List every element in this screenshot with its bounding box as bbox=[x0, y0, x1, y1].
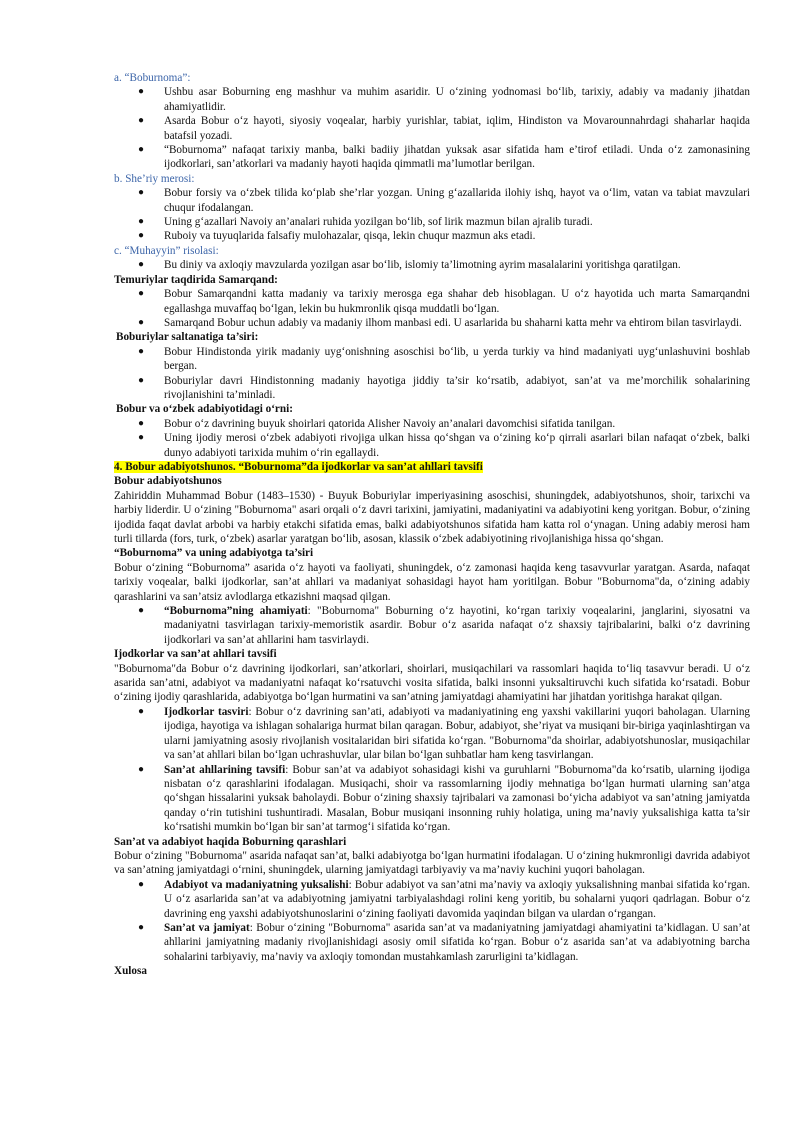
list-item: ● Ruboiy va tuyuqlarida falsafiy mulohazalar, qisqa, lekin chuqur mazmun aks etadi. bbox=[138, 230, 536, 243]
bullet-icon: ● bbox=[138, 288, 145, 300]
list-item: ● San’at va jamiyat: Bobur o‘zining "Boburnoma" asarida san’at va madaniyatning jamiyatdagi ahamiyatini ta’kidlagan. U san’at ahllarini jamiyatning madaniy rivojlanishidagi asosiy omil sifatida ko‘rgan. Bobur o‘z asarida san’at va adabiyotning barcha sohalarini tarbiyaviy, ma’naviy va axloqiy tomondan mustahkamlash zarurligini ta’kidlagan. bbox=[138, 921, 750, 963]
bullet-icon: ● bbox=[138, 374, 145, 386]
bullet-icon: ● bbox=[138, 921, 145, 933]
subheading-sheriy-merosi: b. She’riy merosi: bbox=[114, 172, 195, 185]
list-item: ● Ijodkorlar tasviri: Bobur o‘z davrining san’ati, adabiyoti va madaniyatining eng yaxshi vakillarini yuqori baholagan. Ularning ijodiga, hayotiga va ishlagan sohalariga hurmat bilan qaragan. Bobur, adabiyot, she’riyat va musiqani bir-biriga yaqinlashtirgan va ularni jamiyatning asosiy rivojlanish vositalaridan biri sifatida ko‘rgan. "Boburnoma"da shoirlar, adabiyotshunoslar, musiqachilar va san’at ahllari bilan bo‘lgan uchrashuvlar, ular bilan bo‘lgan suhbatlar ham keng tasvirlangan. bbox=[138, 705, 751, 762]
paragraph-boburnoma-tasiri: Bobur o‘zining “Boburnoma” asarida o‘z hayoti va faoliyati, shuningdek, o‘z zamonasi haqida keng tasavvurlar yaratgan. Asarda, nafaqat tarixiy voqealar, balki ijodkorlar, san’at ahllari va madaniyat sohasidagi hayot ham yoritilgan. Bobur "Boburnoma"da, o‘zining adabiy qarashlarini va san’atsiz avlodlarga etkazishni maqsad qilgan. bbox=[114, 561, 750, 603]
list-item: ● Bobur o‘z davrining buyuk shoirlari qatorida Alisher Navoiy an’analari davomchisi sifatida tanilgan. bbox=[138, 417, 616, 430]
heading-sanat-qarashlari: San’at va adabiyot haqida Boburning qarashlari bbox=[114, 835, 347, 848]
bullet-icon: ● bbox=[138, 144, 145, 156]
list-item: ● Bu diniy va axloqiy mavzularda yozilgan asar bo‘lib, islomiy ta’limotning ayrim masalalarini yoritishga qaratilgan. bbox=[138, 259, 681, 272]
bullet-icon: ● bbox=[138, 605, 145, 617]
list-item: ● Boburiylar davri Hindistonning madaniy hayotiga jiddiy ta’sir ko‘rsatib, adabiyot, san’at va me’morchilik sohalarining rivojlanishini ta’minladi. bbox=[138, 374, 750, 401]
heading-samarqand: Temuriylar taqdirida Samarqand: bbox=[114, 273, 278, 286]
bullet-icon: ● bbox=[138, 316, 145, 328]
bullet-list-muhayyin bbox=[114, 258, 750, 272]
bullet-list-sanat bbox=[114, 878, 750, 964]
bullet-icon: ● bbox=[138, 763, 145, 775]
bullet-list-saltanat bbox=[114, 345, 750, 403]
list-item: ● San’at ahllarining tavsifi: Bobur san’at va adabiyot sohasidagi kishi va guruhlarni "Boburnoma"da ko‘rsatib, ularning ijodiga nisbatan o‘z qarashlarini ifodalagan. Musiqachi, shoir va rassomlarning ijodiy mehnatiga bo‘lgan hurmati ularning san’atga qo‘shgan hissalarini yuksak baholaydi. Bobur o‘zining shaxsiy tajribalari va zamonasi bo‘yicha adabiyot va san’atning jamiyatda qanday o‘rin tutishini tushuntiradi. Masalan, Bobur musiqani insonning ruhiy holatiga, uning ma’naviy yuksalishiga katta ta’sir ko‘rsatishi mumkin bo‘lgan bir san’at tarmog‘i sifatida ko‘rgan. bbox=[138, 763, 750, 834]
paragraph-ijodkorlar: "Boburnoma"da Bobur o‘z davrining ijodkorlari, san’atkorlari, shoirlari, musiqachilari va rassomlari haqida to‘liq tasavvur beradi. U o‘z asarida san’atni, adabiyot va madaniyatni nafaqat ko‘rsatuvchi vosita sifatida, balki insonni yuksaltiruvchi kuch sifatida ko‘rsatadi. Bobur o‘zining ijodiy qarashlarida, adabiyotga bo‘lgan hurmatini va san’atning jamiyatdagi ahamiyatini har jihatdan yoritishga harakat qilgan. bbox=[114, 662, 750, 704]
list-item: ● Samarqand Bobur uchun adabiy va madaniy ilhom manbasi edi. U asarlarida bu shaharni katta mehr va ehtirom bilan tasvirlaydi. bbox=[138, 316, 742, 329]
document-page bbox=[114, 71, 750, 979]
bullet-icon: ● bbox=[138, 259, 145, 271]
paragraph-sanat-qarashlari: Bobur o‘zining "Boburnoma" asarida nafaqat san’at, balki adabiyotga bo‘lgan hurmatini ifodalagan. U o‘zining hukmronligi davrida adabiyot va san’atning jamiyatdagi o‘rnini, shuningdek, ularning jamiyatdagi tarbiyaviy va ma’naviy kuchini yuqori baholagan. bbox=[114, 849, 750, 877]
list-item: ● Uning ijodiy merosi o‘zbek adabiyoti rivojiga ulkan hissa qo‘shgan va o‘zining ko‘p qirrali asarlari bilan nafaqat o‘zbek, balki dunyo adabiyoti tarixida muhim o‘rin egallaydi. bbox=[138, 432, 750, 459]
bullet-list-boburnoma-ahamiyati bbox=[114, 604, 750, 647]
subheading-muhayyin: c. “Muhayyin” risolasi: bbox=[114, 244, 219, 257]
bullet-icon: ● bbox=[138, 705, 145, 717]
list-item: ● Ushbu asar Boburning eng mashhur va muhim asaridir. U o‘zining yodnomasi bo‘lib, tarixiy, adabiy va madaniy jihatdan ahamiyatlidir. bbox=[138, 86, 750, 113]
heading-uzbek-adabiyoti: Bobur va o‘zbek adabiyotidagi o‘rni: bbox=[116, 403, 293, 416]
list-item: ● “Boburnoma” nafaqat tarixiy manba, balki badiiy jihatdan yuksak asar sifatida ham e’tirof etiladi. Unda o‘z zamonasining ijodkorlari, san’atkorlari va madaniy hayoti haqida qimmatli ma’lumotlar berilgan. bbox=[138, 144, 750, 171]
heading-saltanat: Boburiylar saltanatiga ta’siri: bbox=[116, 331, 259, 344]
bullet-icon: ● bbox=[138, 345, 145, 357]
section-4-heading bbox=[114, 460, 750, 474]
heading-boburnoma-tasiri: “Boburnoma” va uning adabiyotga ta’siri bbox=[114, 547, 314, 560]
heading-ijodkorlar: Ijodkorlar va san’at ahllari tavsifi bbox=[114, 648, 277, 661]
list-item: ● Bobur forsiy va o‘zbek tilida ko‘plab she’rlar yozgan. Uning g‘azallarida ilohiy ishq, hayot va o‘lim, vatan va tabiat mavzulari chuqur ifodalangan. bbox=[138, 187, 750, 214]
list-item: ● Asarda Bobur o‘z hayoti, siyosiy voqealar, harbiy yurishlar, tabiat, iqlim, Hindiston va Movarounnahrdagi shaharlar haqida batafsil yozadi. bbox=[138, 115, 750, 142]
bullet-icon: ● bbox=[138, 878, 145, 890]
bullet-icon: ● bbox=[138, 417, 145, 429]
list-item: ● Bobur Samarqandni katta madaniy va tarixiy merosga ega shahar deb hisoblagan. U o‘z hayotida uch marta Samarqandni egallashga muvaffaq bo‘lgan, lekin bu hukmronlik qisqa muddatli bo‘lgan. bbox=[138, 288, 750, 315]
bullet-icon: ● bbox=[138, 230, 145, 242]
bullet-icon: ● bbox=[138, 432, 145, 444]
bullet-icon: ● bbox=[138, 187, 145, 199]
bullet-list-uzbek bbox=[114, 417, 750, 460]
bullet-list-sheriy bbox=[114, 186, 750, 244]
subheading-boburnoma: a. “Boburnoma”: bbox=[114, 72, 191, 84]
bullet-icon: ● bbox=[138, 115, 145, 127]
list-item: ● “Boburnoma”ning ahamiyati: "Boburnoma" Boburning o‘z hayotini, ko‘rgan tarixiy voqealarini, janglarini, siyosatni va madaniyatni tasvirlagan tarixiy-memoristik asardir. Bobur o‘z asarida nafaqat o‘z shaxsiy tajribalarini, balki o‘z davrining ijodkorlari va san’at ahllarini ham tasvirlaydi. bbox=[138, 605, 751, 646]
highlighted-heading: 4. Bobur adabiyotshunos. “Boburnoma”da ijodkorlar va san’at ahllari tavsifi bbox=[114, 460, 483, 473]
heading-xulosa: Xulosa bbox=[114, 965, 147, 978]
list-item: ● Uning g‘azallari Navoiy an’analari ruhida yozilgan bo‘lib, sof lirik mazmun bilan ajralib turadi. bbox=[138, 216, 593, 229]
list-item: ● Bobur Hindistonda yirik madaniy uyg‘onishning asoschisi bo‘lib, u yerda turkiy va hind madaniyati uyg‘unlashuvini boshlab bergan. bbox=[138, 345, 750, 373]
bullet-list-boburnoma bbox=[114, 85, 750, 171]
bullet-icon: ● bbox=[138, 216, 145, 228]
paragraph-bobur-adabiyotshunos: Zahiriddin Muhammad Bobur (1483–1530) - Buyuk Boburiylar imperiyasining asoschisi, shuningdek, adabiyotshunos, shoir, tarixchi va harbiy liderdir. U o‘zining "Boburnoma" asari orqali o‘z davri tarixini, jamiyatini, madaniyatini va adabiyotini keng yoritgan. Bobur, o‘zining ijodida faqat davlat arbobi va harbiy etakchi sifatida emas, balki adabiyotshunos sifatida ham katta rol o‘ynagan. Uning adabiy merosi ham turli tillarda (fors, turk, o‘zbek) asarlar yaratgan bo‘lib, asosan, klassik o‘zbek adabiyotining rivojlanishiga hissa qo‘shgan. bbox=[114, 489, 750, 545]
bullet-icon: ● bbox=[138, 86, 145, 98]
list-item: ● Adabiyot va madaniyatning yuksalishi: Bobur adabiyot va san’atni ma’naviy va axloqiy yuksalishning manbai sifatida ko‘rgan. U o‘z asarlarida san’at va adabiyotning jamiyatni tarbiyalashdagi rolini keng yoritib, bu sohalarni yuqori qadrlagan. Bobur o‘z davrining eng yaxshi adabiyotshunoslarini o‘zining faoliyati davomida yaqindan bilgan va ulardan o‘rgangan. bbox=[138, 878, 750, 920]
bullet-list-samarqand bbox=[114, 287, 750, 330]
bullet-list-ijodkorlar bbox=[114, 705, 750, 835]
heading-bobur-adabiyotshunos: Bobur adabiyotshunos bbox=[114, 475, 222, 488]
